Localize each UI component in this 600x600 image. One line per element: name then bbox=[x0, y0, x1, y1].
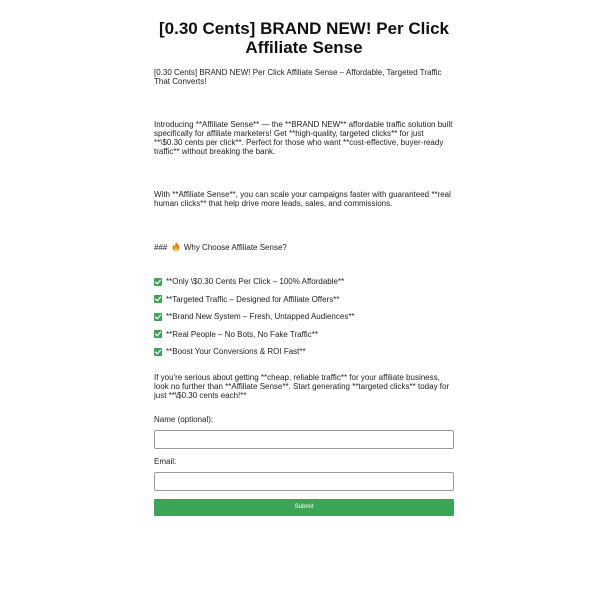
signup-form bbox=[154, 415, 454, 516]
checklist-item bbox=[154, 330, 454, 339]
checklist-item bbox=[154, 312, 454, 321]
why-heading-text: Why Choose Affiliate Sense? bbox=[183, 243, 287, 252]
name-input[interactable] bbox=[154, 430, 454, 449]
checklist-item bbox=[154, 295, 454, 304]
benefits-checklist bbox=[154, 277, 454, 356]
outro-paragraph: If you're serious about getting **cheap, reliable traffic** for your affiliate business, look no further than **Affiliate Sense**. Start generating **targeted clicks** today for just **\$0.30 cents each!** bbox=[154, 373, 450, 400]
benefits-paragraph: With **Affiliate Sense**, you can scale your campaigns faster with guaranteed **real human clicks** that help drive more leads, sales, and commissions. bbox=[154, 190, 451, 208]
intro-paragraph: Introducing **Affiliate Sense** — the **BRAND NEW** affordable traffic solution built specifically for affiliate marketers! Get **high-quality, targeted clicks** for just **\$0.30 cents per click**. Perfect for those who want **cost-effective, buyer-ready traffic** without breaking the bank. bbox=[154, 120, 453, 156]
email-label: Email: bbox=[154, 457, 177, 466]
email-input[interactable] bbox=[154, 472, 454, 491]
page-title: [0.30 Cents] BRAND NEW! Per Click Affiliate Sense bbox=[158, 19, 449, 57]
check-mark-icon bbox=[154, 295, 162, 303]
checklist-item-text: **Real People – No Bots, No Fake Traffic** bbox=[166, 329, 318, 339]
check-mark-icon bbox=[154, 313, 162, 321]
page-subtitle: [0.30 Cents] BRAND NEW! Per Click Affiliate Sense – Affordable, Targeted Traffic That Converts! bbox=[154, 68, 442, 86]
check-mark-icon bbox=[154, 330, 162, 338]
checklist-item-text: **Targeted Traffic – Designed for Affiliate Offers** bbox=[166, 294, 340, 304]
main-content bbox=[154, 68, 454, 516]
submit-button[interactable]: Submit bbox=[154, 499, 454, 516]
check-mark-icon bbox=[154, 278, 162, 286]
checklist-item-text: **Brand New System – Fresh, Untapped Audiences** bbox=[166, 312, 355, 321]
checklist-item-text: **Only \$0.30 Cents Per Click – 100% Affordable** bbox=[166, 277, 345, 286]
why-heading bbox=[154, 242, 454, 252]
why-heading-prefix: ### bbox=[154, 243, 168, 252]
fire-icon bbox=[172, 242, 180, 251]
checklist-item bbox=[154, 347, 454, 356]
checklist-item-text: **Boost Your Conversions & ROI Fast** bbox=[166, 347, 306, 356]
check-mark-icon bbox=[154, 348, 162, 356]
checklist-item bbox=[154, 277, 454, 286]
name-label: Name (optional): bbox=[154, 415, 214, 424]
